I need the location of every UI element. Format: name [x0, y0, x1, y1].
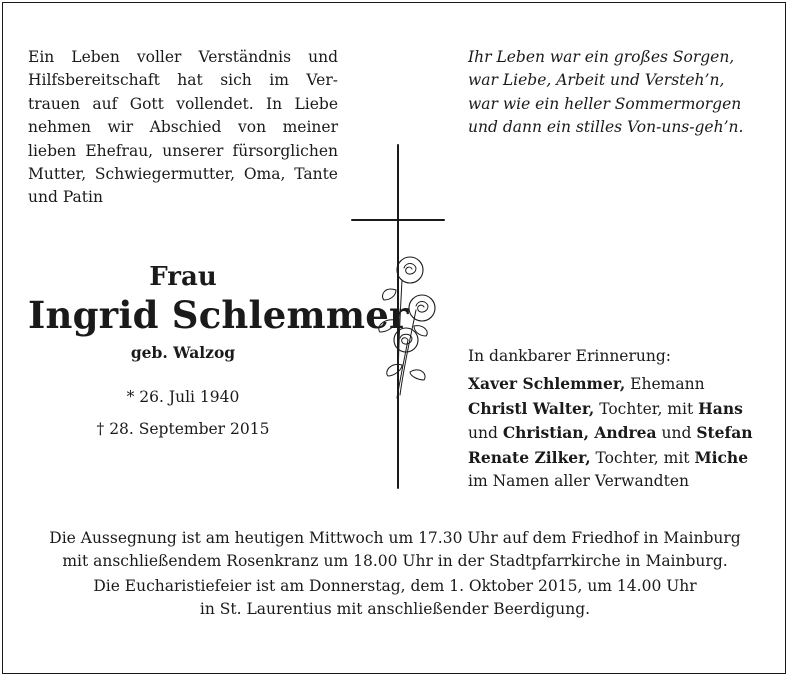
- title-prefix: Frau: [149, 262, 217, 292]
- poem: [468, 46, 768, 140]
- mourner-relation: Ehemann: [625, 375, 705, 394]
- death-date: † 28. September 2015: [96, 420, 270, 438]
- mourner-relation: Tochter, mit: [594, 399, 699, 418]
- intro-text: [28, 46, 338, 210]
- funeral-notice-2: [20, 575, 770, 622]
- mourner-conjunction: und: [468, 424, 503, 443]
- notice-line: Die Eucharistiefeier ist am Donnerstag, dem 1. Oktober 2015, um 14.00 Uhr: [93, 577, 697, 595]
- intro-line: trauen auf Gott vollendet. In Liebe: [28, 94, 338, 113]
- mourner-name: Renate Zilker,: [468, 447, 591, 467]
- mourner-name: Christian, Andrea: [502, 423, 657, 443]
- intro-line: Ein Leben voller Verständnis und: [28, 48, 338, 66]
- mourner-partner: Miche: [694, 447, 749, 467]
- mourner-conjunction: und: [656, 424, 697, 443]
- intro-line: und Patin: [28, 188, 103, 207]
- mourner-line: [468, 397, 768, 421]
- mourner-name: Xaver Schlemmer,: [468, 374, 626, 394]
- intro-line: lieben Ehefrau, unserer fürsorglichen: [28, 141, 338, 160]
- notice-line: in St. Laurentius mit anschließender Beerdigung.: [199, 600, 591, 619]
- mourner-relation: Tochter, mit: [590, 448, 695, 467]
- mourners-heading: In dankbarer Erinnerung:: [468, 347, 671, 365]
- poem-line: war Liebe, Arbeit und Versteh’n,: [468, 71, 725, 90]
- poem-line: war wie ein heller Sommermorgen: [468, 94, 742, 113]
- intro-line: nehmen wir Abschied von meiner: [28, 118, 338, 137]
- mourner-closing: im Namen aller Verwandten: [468, 472, 689, 491]
- mourner-line: [468, 446, 768, 470]
- poem-line: Ihr Leben war ein großes Sorgen,: [468, 48, 735, 66]
- notice-line: mit anschließendem Rosenkranz um 18.00 Uhr in der Stadtpfarrkirche in Mainburg.: [62, 552, 728, 571]
- poem-line: und dann ein stilles Von-uns-geh’n.: [468, 118, 744, 137]
- notice-line: Die Aussegnung ist am heutigen Mittwoch um 17.30 Uhr auf dem Friedhof in Mainburg: [49, 529, 741, 547]
- intro-line: Mutter, Schwiegermutter, Oma, Tante: [28, 165, 338, 184]
- mourner-name: Christl Walter,: [468, 398, 595, 418]
- mourner-line: [468, 421, 768, 445]
- maiden-name: geb. Walzog: [130, 343, 236, 362]
- deceased-name: Ingrid Schlemmer: [28, 293, 409, 337]
- birth-date: * 26. Juli 1940: [126, 388, 240, 406]
- mourner-partner: Hans: [698, 398, 743, 418]
- mourners-list: [468, 345, 768, 493]
- mourner-name: Stefan: [696, 423, 753, 443]
- funeral-notice-1: [20, 527, 770, 574]
- intro-line: Hilfsbereitschaft hat sich im Ver-: [28, 71, 338, 90]
- mourner-line: [468, 372, 768, 396]
